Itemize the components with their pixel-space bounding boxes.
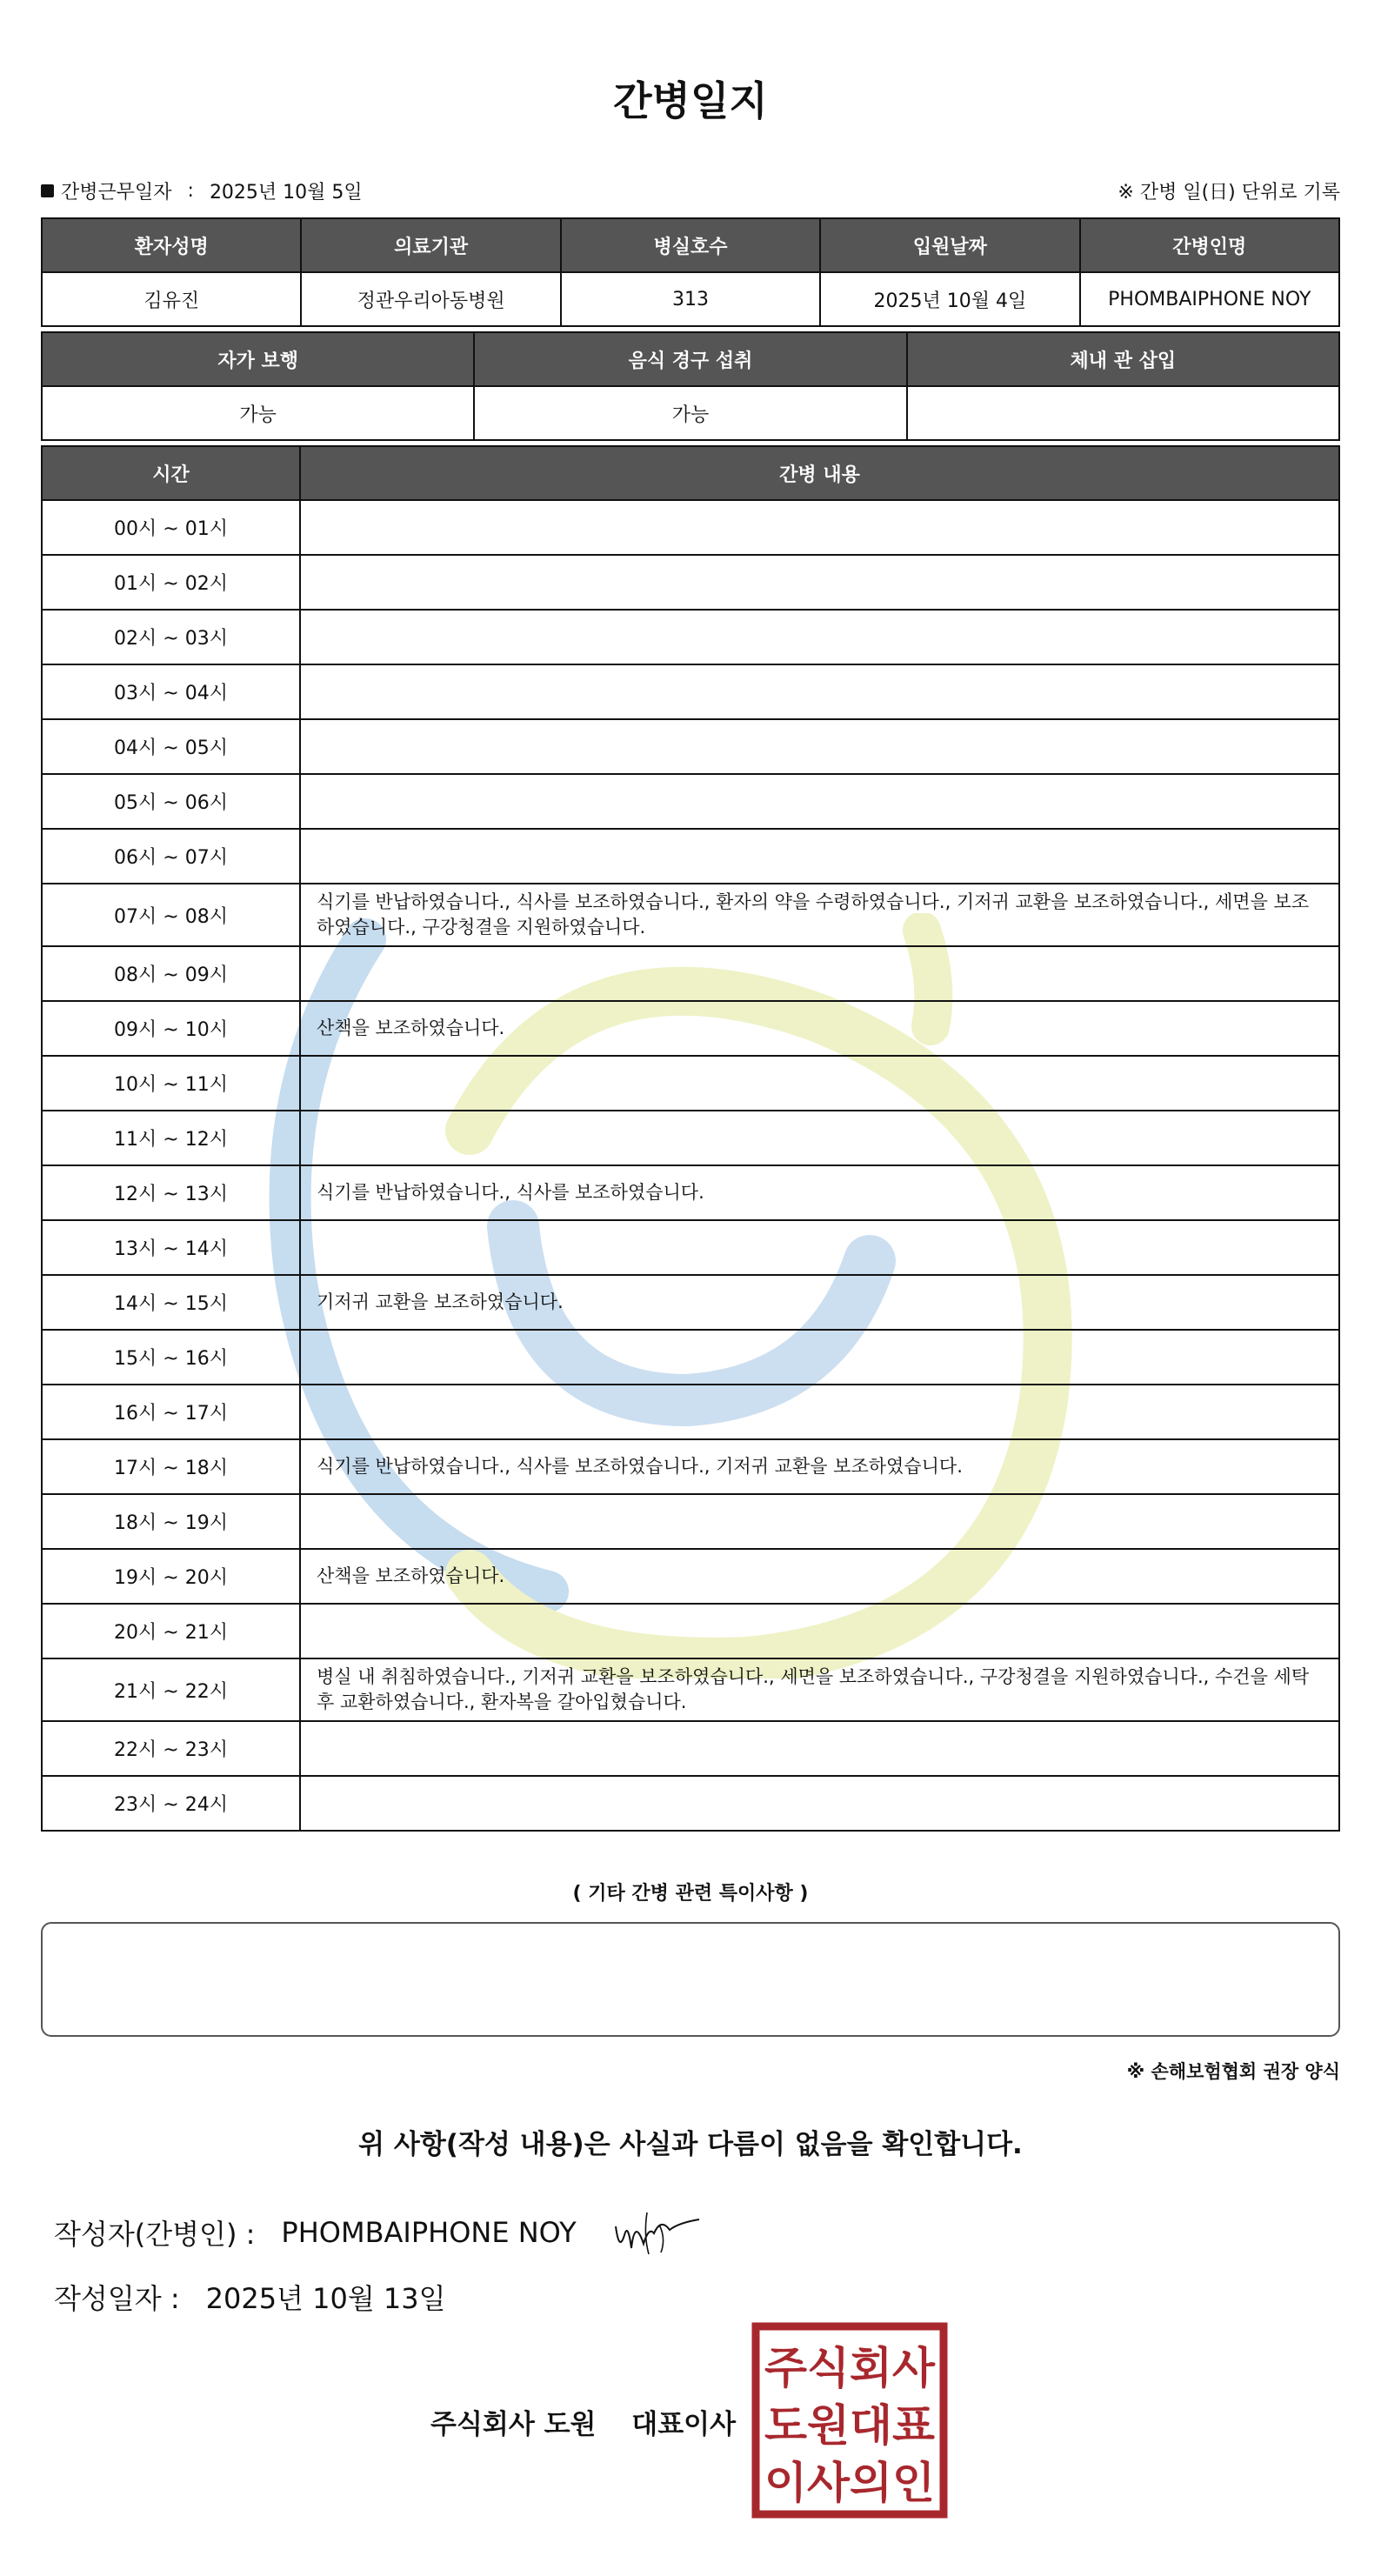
care-row-time: 05시 ~ 06시 [42, 774, 300, 829]
care-row [42, 829, 1339, 884]
care-row [42, 1330, 1339, 1385]
header-time: 시간 [42, 446, 300, 500]
signature-mark [609, 2200, 704, 2261]
page-title: 간병일지 [613, 77, 768, 124]
ability-table [41, 331, 1340, 441]
other-notes-label: ( 기타 간병 관련 특이사항 ) [572, 1883, 809, 1905]
care-row-time: 11시 ~ 12시 [42, 1111, 300, 1165]
care-row [42, 664, 1339, 719]
self-walking-value: 가능 [42, 386, 474, 440]
company-seal [751, 2322, 948, 2519]
written-date-label: 작성일자 : [54, 2282, 180, 2315]
written-date-row [54, 2277, 446, 2317]
header-room-number: 병실호수 [561, 218, 820, 272]
meta-row [41, 172, 1340, 207]
care-row-content: 기저귀 교환을 보조하였습니다. [300, 1275, 1339, 1330]
patient-info-table [41, 217, 1340, 327]
written-date-value: 2025년 10월 13일 [205, 2282, 446, 2315]
care-row-time: 20시 ~ 21시 [42, 1604, 300, 1658]
header-oral-intake: 음식 경구 섭취 [474, 332, 906, 386]
care-row-content [300, 500, 1339, 555]
header-care-content: 간병 내용 [300, 446, 1339, 500]
care-row-content: 식기를 반납하였습니다., 식사를 보조하였습니다. [300, 1165, 1339, 1220]
care-row-content [300, 1721, 1339, 1776]
seal-text-line: 주식회사 [764, 2343, 936, 2393]
care-row-content [300, 1220, 1339, 1275]
care-row [42, 1604, 1339, 1658]
tube-insertion-value [907, 386, 1339, 440]
care-row-time: 13시 ~ 14시 [42, 1220, 300, 1275]
care-row-time: 17시 ~ 18시 [42, 1439, 300, 1494]
care-row-content [300, 610, 1339, 664]
care-row [42, 610, 1339, 664]
care-row [42, 500, 1339, 555]
care-row-time: 02시 ~ 03시 [42, 610, 300, 664]
form-note: ※ 손해보험협회 권장 양식 [1126, 2061, 1340, 2082]
room-number: 313 [561, 272, 820, 326]
care-row [42, 1001, 1339, 1056]
patient-header-row [42, 218, 1339, 272]
care-row-content [300, 664, 1339, 719]
care-row-time: 16시 ~ 17시 [42, 1385, 300, 1439]
care-row [42, 1721, 1339, 1776]
hospital-name: 정관우리아동병원 [301, 272, 560, 326]
care-row-content [300, 1385, 1339, 1439]
oral-intake-value: 가능 [474, 386, 906, 440]
care-row-content [300, 774, 1339, 829]
writer-row [54, 2212, 577, 2252]
care-row-time: 07시 ~ 08시 [42, 884, 300, 946]
care-row-time: 09시 ~ 10시 [42, 1001, 300, 1056]
care-row [42, 946, 1339, 1001]
patient-name: 김유진 [42, 272, 301, 326]
care-row-content [300, 1776, 1339, 1831]
ability-value-row [42, 386, 1339, 440]
work-date [41, 177, 363, 204]
care-row [42, 1385, 1339, 1439]
care-row-content [300, 555, 1339, 610]
care-row-content [300, 719, 1339, 774]
care-row [42, 1439, 1339, 1494]
care-row [42, 1494, 1339, 1549]
header-hospital: 의료기관 [301, 218, 560, 272]
care-row [42, 555, 1339, 610]
care-row-time: 01시 ~ 02시 [42, 555, 300, 610]
care-row-content [300, 829, 1339, 884]
care-row [42, 1111, 1339, 1165]
care-row-content [300, 1056, 1339, 1111]
care-row [42, 719, 1339, 774]
care-row [42, 1220, 1339, 1275]
care-row-content: 산책을 보조하였습니다. [300, 1549, 1339, 1604]
header-patient-name: 환자성명 [42, 218, 301, 272]
care-row-time: 18시 ~ 19시 [42, 1494, 300, 1549]
care-header-row [42, 446, 1339, 500]
record-unit-note: ※ 간병 일(日) 단위로 기록 [1117, 182, 1340, 204]
care-row-time: 22시 ~ 23시 [42, 1721, 300, 1776]
caregiver-name: PHOMBAIPHONE NOY [1080, 272, 1339, 326]
admission-date: 2025년 10월 4일 [820, 272, 1079, 326]
care-row-time: 03시 ~ 04시 [42, 664, 300, 719]
confirmation-statement: 위 사항(작성 내용)은 사실과 다름이 없음을 확인합니다. [358, 2129, 1023, 2160]
care-row-time: 19시 ~ 20시 [42, 1549, 300, 1604]
care-row-content [300, 1111, 1339, 1165]
care-row-content [300, 1494, 1339, 1549]
care-row-time: 23시 ~ 24시 [42, 1776, 300, 1831]
header-caregiver-name: 간병인명 [1080, 218, 1339, 272]
company-ceo-title: 대표이사 [631, 2409, 737, 2440]
care-row-content: 병실 내 취침하였습니다., 기저귀 교환을 보조하였습니다., 세면을 보조하였습니다., 구강청결을 지원하였습니다., 수건을 세탁 후 교환하였습니다., 환자복을 갈아입혔습니다. [300, 1658, 1339, 1721]
care-row [42, 1549, 1339, 1604]
work-date-value: 2025년 10월 5일 [209, 182, 363, 204]
care-row [42, 1165, 1339, 1220]
care-row [42, 1658, 1339, 1721]
other-notes-box [41, 1922, 1340, 2037]
company-name: 주식회사 도원 [430, 2409, 597, 2440]
patient-value-row [42, 272, 1339, 326]
care-row-content [300, 946, 1339, 1001]
ability-header-row [42, 332, 1339, 386]
care-row-time: 10시 ~ 11시 [42, 1056, 300, 1111]
care-row [42, 1056, 1339, 1111]
care-row-time: 14시 ~ 15시 [42, 1275, 300, 1330]
care-row-time: 08시 ~ 09시 [42, 946, 300, 1001]
care-row [42, 774, 1339, 829]
care-log-table [41, 445, 1340, 1832]
header-admission-date: 입원날짜 [820, 218, 1079, 272]
care-row-content [300, 1330, 1339, 1385]
care-row-content: 산책을 보조하였습니다. [300, 1001, 1339, 1056]
care-row-content: 식기를 반납하였습니다., 식사를 보조하였습니다., 기저귀 교환을 보조하였습니다. [300, 1439, 1339, 1494]
care-row-time: 00시 ~ 01시 [42, 500, 300, 555]
care-row-time: 06시 ~ 07시 [42, 829, 300, 884]
company-signature [430, 2402, 736, 2441]
care-row-content [300, 1604, 1339, 1658]
writer-name: PHOMBAIPHONE NOY [281, 2216, 577, 2249]
care-row [42, 1776, 1339, 1831]
bullet-square-icon [41, 184, 54, 197]
header-self-walking: 자가 보행 [42, 332, 474, 386]
care-row [42, 884, 1339, 946]
care-row [42, 1275, 1339, 1330]
work-date-separator: : [187, 180, 194, 202]
care-row-time: 04시 ~ 05시 [42, 719, 300, 774]
care-row-time: 12시 ~ 13시 [42, 1165, 300, 1220]
seal-text-line: 도원대표 [764, 2400, 936, 2451]
work-date-label: 간병근무일자 [61, 182, 172, 204]
care-row-time: 15시 ~ 16시 [42, 1330, 300, 1385]
care-row-content: 식기를 반납하였습니다., 식사를 보조하였습니다., 환자의 약을 수령하였습니다., 기저귀 교환을 보조하였습니다., 세면을 보조하였습니다., 구강청결을 지원하였습니다. [300, 884, 1339, 946]
header-tube-insertion: 체내 관 삽입 [907, 332, 1339, 386]
writer-label: 작성자(간병인) : [54, 2218, 256, 2251]
care-row-time: 21시 ~ 22시 [42, 1658, 300, 1721]
seal-text-line: 이사의인 [764, 2458, 935, 2508]
